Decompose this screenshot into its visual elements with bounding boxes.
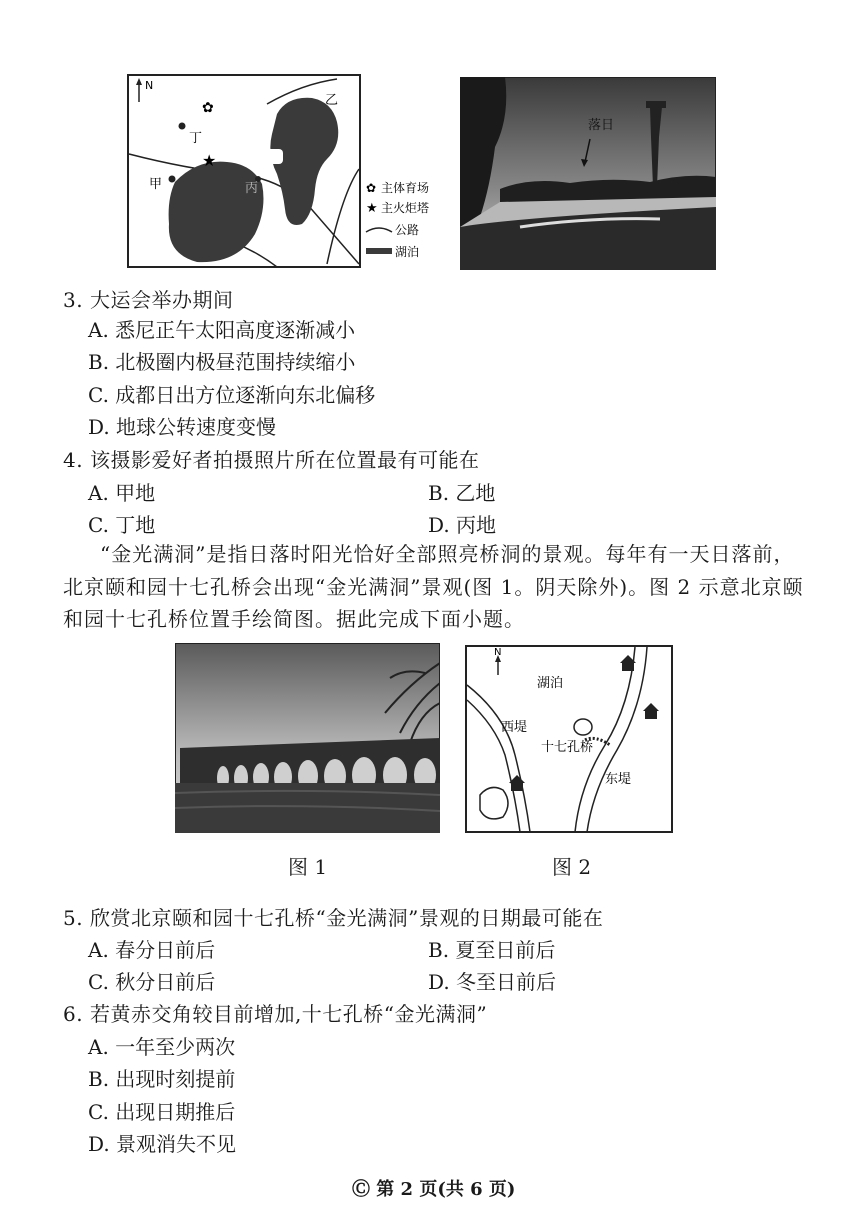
q6-option-c: C. 出现日期推后 (88, 1100, 236, 1124)
sunset-label: 落日 (588, 118, 615, 133)
island (261, 149, 283, 164)
intro-line-3: 和园十七孔桥位置手绘简图。据此完成下面小题。 (63, 607, 525, 631)
legend-torch-icon: ★ (366, 201, 378, 216)
q4-option-c: C. 丁地 (88, 513, 156, 537)
stadium-icon: ✿ (202, 100, 214, 116)
label-jia: 甲 (149, 177, 163, 192)
map2-bridge-label: 十七孔桥 (541, 740, 594, 755)
label-bing: 丙 (245, 181, 259, 196)
map2-lake-label: 湖泊 (537, 676, 564, 691)
map-1 (127, 74, 477, 270)
label-ding: 丁 (189, 131, 203, 146)
map2-east-dike-label: 东堤 (605, 772, 632, 787)
q6-option-d: D. 景观消失不见 (88, 1132, 237, 1156)
q5-stem: 5. 欣赏北京颐和园十七孔桥“金光满洞”景观的日期最可能在 (63, 906, 604, 930)
intro-line-2: 北京颐和园十七孔桥会出现“金光满洞”景观(图 1。阴天除外)。图 2 示意北京颐 (63, 575, 804, 599)
q5-option-a: A. 春分日前后 (88, 938, 216, 962)
legend-stadium: 主体育场 (381, 181, 430, 195)
q6-option-b: B. 出现时刻提前 (88, 1067, 236, 1091)
sunset-photo (460, 77, 716, 270)
q3-stem: 3. 大运会举办期间 (63, 288, 234, 312)
legend-road: 公路 (395, 223, 420, 237)
figure-1-bridge-photo (175, 643, 440, 833)
figure-2-caption: 图 2 (552, 855, 592, 879)
q6-stem: 6. 若黄赤交角较目前增加,十七孔桥“金光满洞” (63, 1002, 488, 1026)
figure-1-caption: 图 1 (288, 855, 328, 879)
q3-option-b: B. 北极圈内极昼范围持续缩小 (88, 350, 356, 374)
intro-line-1: “金光满洞”是指日落时阳光恰好全部照亮桥洞的景观。每年有一天日落前， (100, 542, 795, 566)
point-ding (179, 123, 186, 130)
torch-icon: ★ (202, 151, 217, 170)
label-yi: 乙 (325, 93, 339, 108)
page-footer: Ⓒ 第 2 页(共 6 页) (352, 1179, 516, 1200)
map2-west-dike-label: 西堤 (501, 720, 528, 735)
island (574, 719, 592, 735)
q6-option-a: A. 一年至少两次 (88, 1035, 236, 1059)
q5-option-b: B. 夏至日前后 (428, 938, 556, 962)
map2-north-label: N (494, 647, 502, 658)
q3-option-c: C. 成都日出方位逐渐向东北偏移 (88, 383, 376, 407)
legend-lake-swatch (366, 248, 392, 254)
q4-option-b: B. 乙地 (428, 481, 496, 505)
legend-torch: 主火炬塔 (381, 201, 430, 215)
point-jia (169, 176, 176, 183)
q4-option-a: A. 甲地 (88, 481, 156, 505)
legend-lake: 湖泊 (395, 245, 420, 259)
pond (480, 787, 508, 818)
figure-2-map (465, 645, 673, 833)
q5-option-d: D. 冬至日前后 (428, 970, 557, 994)
q4-stem: 4. 该摄影爱好者拍摄照片所在位置最有可能在 (63, 448, 480, 472)
north-label: N (145, 79, 154, 92)
q3-option-d: D. 地球公转速度变慢 (88, 415, 277, 439)
q5-option-c: C. 秋分日前后 (88, 970, 216, 994)
q3-option-a: A. 悉尼正午太阳高度逐渐减小 (88, 318, 356, 342)
legend-stadium-icon: ✿ (366, 181, 377, 195)
legend-road-line (366, 228, 392, 232)
q4-option-d: D. 丙地 (428, 513, 497, 537)
